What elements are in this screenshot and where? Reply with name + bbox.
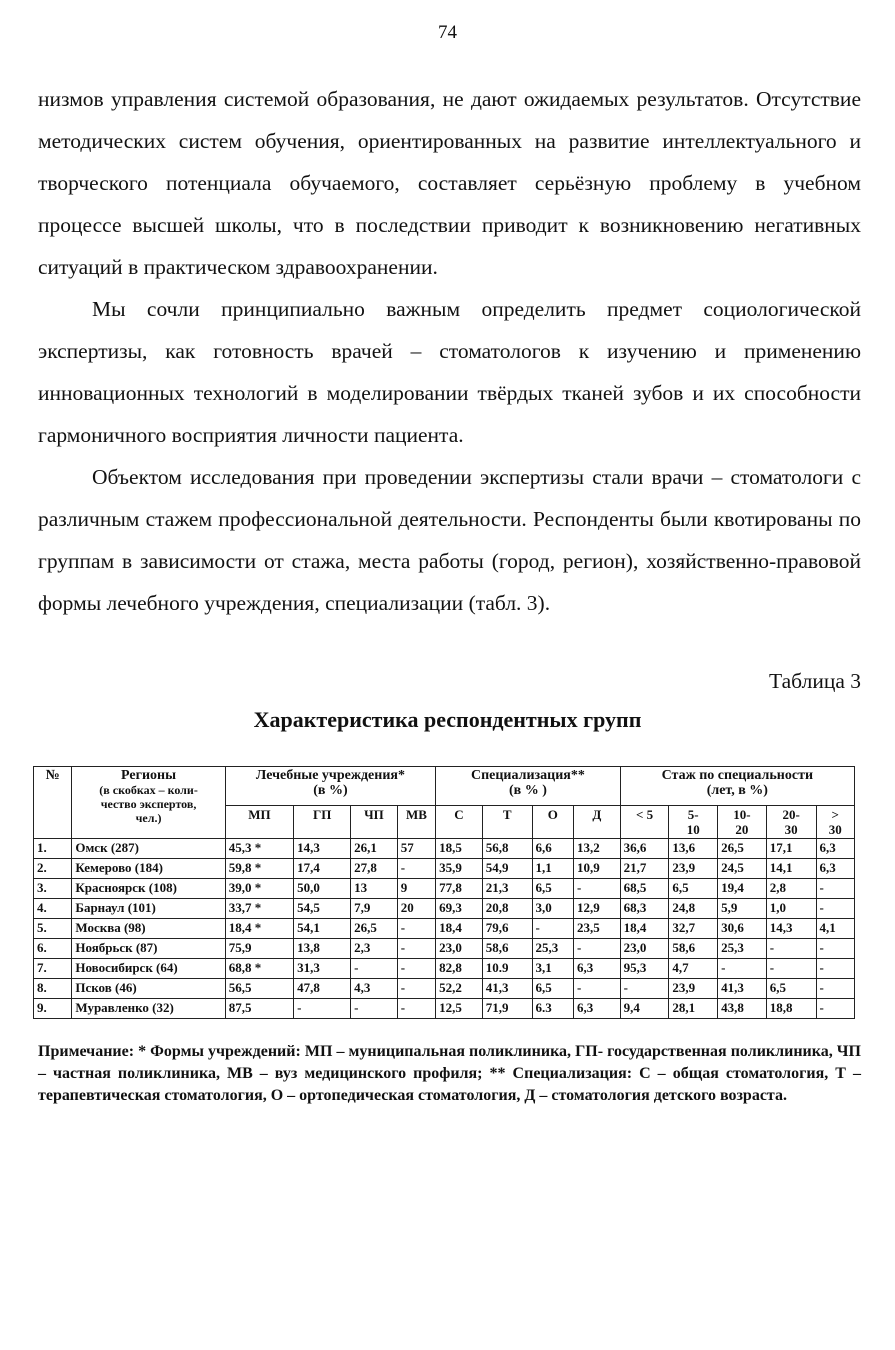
value-cell: - — [397, 959, 435, 979]
header-institutions-sub: (в %) — [313, 783, 348, 798]
value-cell: 26,5 — [351, 919, 398, 939]
value-cell: 18,8 — [766, 999, 816, 1019]
value-cell: - — [766, 939, 816, 959]
value-cell: 9,4 — [620, 999, 669, 1019]
header-col-line: 10- — [733, 807, 751, 822]
value-cell: - — [397, 999, 435, 1019]
value-cell: 87,5 — [225, 999, 293, 1019]
header-region-sub: чел.) — [135, 811, 162, 825]
value-cell: 6,5 — [669, 879, 718, 899]
value-cell: 23,9 — [669, 859, 718, 879]
value-cell: 75,9 — [225, 939, 293, 959]
value-cell: 54,1 — [294, 919, 351, 939]
value-cell: 36,6 — [620, 839, 669, 859]
value-cell: 77,8 — [436, 879, 483, 899]
value-cell: 27,8 — [351, 859, 398, 879]
value-cell: 58,6 — [669, 939, 718, 959]
row-number-cell: 6. — [34, 939, 72, 959]
value-cell: - — [351, 999, 398, 1019]
value-cell: 41,3 — [718, 979, 767, 999]
value-cell: - — [397, 979, 435, 999]
header-col-line: 30 — [828, 822, 842, 837]
respondent-groups-table — [33, 766, 855, 1019]
value-cell: 5,9 — [718, 899, 767, 919]
row-number-cell: 2. — [34, 859, 72, 879]
value-cell: 50,0 — [294, 879, 351, 899]
value-cell: 6,3 — [816, 859, 854, 879]
value-cell: 18,5 — [436, 839, 483, 859]
row-number-cell: 4. — [34, 899, 72, 919]
value-cell: 28,1 — [669, 999, 718, 1019]
table-row — [34, 919, 855, 939]
header-col — [816, 806, 854, 839]
value-cell: 6,5 — [532, 879, 573, 899]
value-cell: 24,5 — [718, 859, 767, 879]
value-cell: 20 — [397, 899, 435, 919]
header-col: ЧП — [351, 806, 398, 839]
row-number-cell: 7. — [34, 959, 72, 979]
value-cell: 18,4 — [436, 919, 483, 939]
value-cell: 23,0 — [620, 939, 669, 959]
value-cell: 26,5 — [718, 839, 767, 859]
value-cell: 14,3 — [766, 919, 816, 939]
row-number-cell: 5. — [34, 919, 72, 939]
value-cell: - — [397, 919, 435, 939]
table-body — [34, 839, 855, 1019]
header-col: МВ — [397, 806, 435, 839]
row-number-cell: 1. — [34, 839, 72, 859]
value-cell: 18,4 * — [225, 919, 293, 939]
region-cell: Псков (46) — [72, 979, 225, 999]
header-institutions — [225, 767, 435, 806]
value-cell: - — [620, 979, 669, 999]
header-region-sub: (в скобках – коли- — [99, 783, 198, 797]
value-cell: 6,3 — [816, 839, 854, 859]
table-row — [34, 879, 855, 899]
value-cell: 23,5 — [574, 919, 621, 939]
header-col: С — [436, 806, 483, 839]
region-cell: Новосибирск (64) — [72, 959, 225, 979]
header-experience — [620, 767, 854, 806]
value-cell: 25,3 — [532, 939, 573, 959]
value-cell: - — [574, 879, 621, 899]
value-cell: 56,5 — [225, 979, 293, 999]
value-cell: 6,3 — [574, 999, 621, 1019]
value-cell: 26,1 — [351, 839, 398, 859]
header-experience-sub: (лет, в %) — [706, 783, 768, 798]
table-row — [34, 959, 855, 979]
table-row — [34, 939, 855, 959]
header-col: ГП — [294, 806, 351, 839]
value-cell: - — [532, 919, 573, 939]
value-cell: 3,0 — [532, 899, 573, 919]
row-number-cell: 8. — [34, 979, 72, 999]
value-cell: - — [397, 939, 435, 959]
value-cell: 69,3 — [436, 899, 483, 919]
region-cell: Омск (287) — [72, 839, 225, 859]
header-institutions-title: Лечебные учреждения* — [255, 768, 405, 783]
region-cell: Муравленко (32) — [72, 999, 225, 1019]
value-cell: - — [397, 859, 435, 879]
value-cell: 43,8 — [718, 999, 767, 1019]
header-col: МП — [225, 806, 293, 839]
body-text — [38, 78, 861, 624]
row-number-cell: 9. — [34, 999, 72, 1019]
header-col — [766, 806, 816, 839]
header-col-line: > — [831, 807, 839, 822]
header-col-line: 5- — [687, 807, 699, 822]
value-cell: - — [574, 979, 621, 999]
table-label: Таблица 3 — [769, 669, 861, 693]
value-cell: 59,8 * — [225, 859, 293, 879]
table-row — [34, 979, 855, 999]
value-cell: 12,9 — [574, 899, 621, 919]
value-cell: 10.9 — [482, 959, 532, 979]
value-cell: 25,3 — [718, 939, 767, 959]
value-cell: 14,1 — [766, 859, 816, 879]
value-cell: 4,3 — [351, 979, 398, 999]
header-col-line: 20- — [782, 807, 800, 822]
value-cell: 52,2 — [436, 979, 483, 999]
value-cell: 2,8 — [766, 879, 816, 899]
header-region-sub: чество экспертов, — [100, 797, 197, 811]
header-region — [72, 767, 225, 839]
value-cell: 1,1 — [532, 859, 573, 879]
row-number-cell: 3. — [34, 879, 72, 899]
value-cell: 23,0 — [436, 939, 483, 959]
header-col — [718, 806, 767, 839]
value-cell: 68,3 — [620, 899, 669, 919]
value-cell: 32,7 — [669, 919, 718, 939]
value-cell: 35,9 — [436, 859, 483, 879]
value-cell: 13 — [351, 879, 398, 899]
value-cell: 23,9 — [669, 979, 718, 999]
value-cell: 41,3 — [482, 979, 532, 999]
value-cell: 6,3 — [574, 959, 621, 979]
header-col — [620, 806, 669, 839]
value-cell: 39,0 * — [225, 879, 293, 899]
table-title: Характеристика респондентных групп — [253, 707, 642, 732]
value-cell: 95,3 — [620, 959, 669, 979]
value-cell: 31,3 — [294, 959, 351, 979]
region-cell: Кемерово (184) — [72, 859, 225, 879]
value-cell: - — [351, 959, 398, 979]
page-number: 74 — [438, 22, 457, 43]
table-row — [34, 899, 855, 919]
region-cell: Москва (98) — [72, 919, 225, 939]
value-cell: 13,8 — [294, 939, 351, 959]
region-cell: Барнаул (101) — [72, 899, 225, 919]
header-specialization-sub: (в % ) — [508, 783, 547, 798]
header-col-line: < 5 — [635, 807, 654, 822]
value-cell: 17,1 — [766, 839, 816, 859]
header-col: О — [532, 806, 573, 839]
header-col-line: 30 — [784, 822, 798, 837]
value-cell: 4,7 — [669, 959, 718, 979]
value-cell: 10,9 — [574, 859, 621, 879]
value-cell: 54,5 — [294, 899, 351, 919]
value-cell: - — [816, 879, 854, 899]
value-cell: 30,6 — [718, 919, 767, 939]
table-row — [34, 859, 855, 879]
value-cell: 57 — [397, 839, 435, 859]
value-cell: 13,6 — [669, 839, 718, 859]
value-cell: 19,4 — [718, 879, 767, 899]
value-cell: - — [816, 939, 854, 959]
value-cell: 1,0 — [766, 899, 816, 919]
value-cell: - — [816, 979, 854, 999]
value-cell: 14,3 — [294, 839, 351, 859]
value-cell: - — [718, 959, 767, 979]
value-cell: 17,4 — [294, 859, 351, 879]
value-cell: 6,5 — [766, 979, 816, 999]
value-cell: 79,6 — [482, 919, 532, 939]
header-col — [669, 806, 718, 839]
region-cell: Ноябрьск (87) — [72, 939, 225, 959]
value-cell: 7,9 — [351, 899, 398, 919]
value-cell: 21,3 — [482, 879, 532, 899]
value-cell: - — [816, 999, 854, 1019]
value-cell: 9 — [397, 879, 435, 899]
value-cell: 20,8 — [482, 899, 532, 919]
table-row — [34, 999, 855, 1019]
region-cell: Красноярск (108) — [72, 879, 225, 899]
header-specialization-title: Специализация** — [470, 768, 585, 783]
value-cell: 71,9 — [482, 999, 532, 1019]
table-row — [34, 839, 855, 859]
paragraph: низмов управления системой образования, не дают ожидаемых результатов. Отсутствие методических систем обучения, ориентированных на развитие интеллектуального и творческого потенциала обучаемого, составляет серьёзную проблему в учебном процессе высшей школы, что в последствии приводит к возникновению негативных ситуаций в практическом здравоохранении. — [38, 87, 861, 279]
value-cell: 82,8 — [436, 959, 483, 979]
paragraph: Объектом исследования при проведении экспертизы стали врачи – стоматологи с различным стажем профессиональной деятельности. Респонденты были квотированы по группам в зависимости от стажа, места работы (город, регион), хозяйственно-правовой формы лечебного учреждения, специализации (табл. 3). — [38, 465, 861, 615]
value-cell: 68,5 — [620, 879, 669, 899]
value-cell: 2,3 — [351, 939, 398, 959]
value-cell: 18,4 — [620, 919, 669, 939]
value-cell: 54,9 — [482, 859, 532, 879]
header-col: Д — [574, 806, 621, 839]
value-cell: 6,6 — [532, 839, 573, 859]
value-cell: 6,5 — [532, 979, 573, 999]
value-cell: - — [574, 939, 621, 959]
value-cell: - — [816, 959, 854, 979]
value-cell: 58,6 — [482, 939, 532, 959]
value-cell: 21,7 — [620, 859, 669, 879]
value-cell: 4,1 — [816, 919, 854, 939]
header-col-line: 10 — [686, 822, 700, 837]
value-cell: 33,7 * — [225, 899, 293, 919]
value-cell: - — [816, 899, 854, 919]
value-cell: - — [294, 999, 351, 1019]
value-cell: 24,8 — [669, 899, 718, 919]
table-note: Примечание: * Формы учреждений: МП – муниципальная поликлиника, ГП- государственная поликлиника, ЧП – частная поликлиника, МВ – вуз медицинского профиля; ** Специализация: С – общая стоматология, Т – терапевтическая стоматология, О – ортопедическая стоматология, Д – стоматология детского возраста. — [38, 1043, 861, 1104]
value-cell: - — [766, 959, 816, 979]
value-cell: 13,2 — [574, 839, 621, 859]
value-cell: 12,5 — [436, 999, 483, 1019]
value-cell: 68,8 * — [225, 959, 293, 979]
value-cell: 45,3 * — [225, 839, 293, 859]
header-col-line: 20 — [735, 822, 749, 837]
paragraph: Мы сочли принципиально важным определить предмет социологической экспертизы, как готовность врачей – стоматологов к изучению и применению инновационных технологий в моделировании твёрдых тканей зубов и их способности гармоничного восприятия личности пациента. — [38, 297, 861, 447]
header-num: № — [34, 767, 72, 839]
header-region-title: Регионы — [121, 768, 177, 783]
header-experience-title: Стаж по специальности — [661, 768, 814, 783]
value-cell: 56,8 — [482, 839, 532, 859]
value-cell: 47,8 — [294, 979, 351, 999]
value-cell: 3,1 — [532, 959, 573, 979]
header-col: Т — [482, 806, 532, 839]
value-cell: 6.3 — [532, 999, 573, 1019]
header-specialization — [436, 767, 621, 806]
